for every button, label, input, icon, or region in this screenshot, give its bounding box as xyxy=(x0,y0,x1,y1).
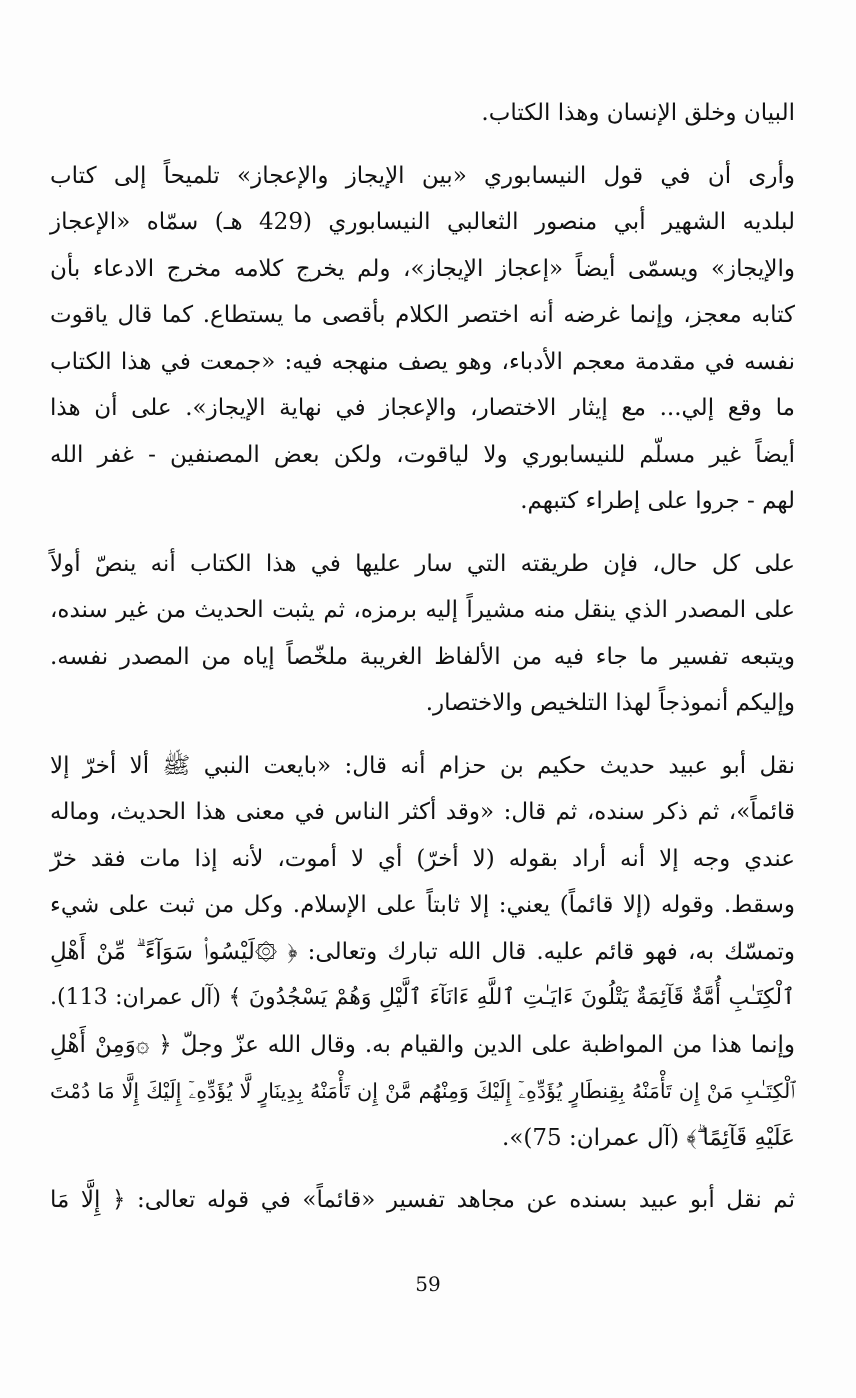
quran-verse-line: ٱلْكِتَـٰبِ مَنْ إِن تَأْمَنْهُ بِقِنطَارٍ يُؤَدِّهِۦٓ إِلَيْكَ وَمِنْهُم مَّنْ إِن تَأْمَنْهُ بِدِينَارٍ لَّا يُؤَدِّهِۦٓ إِلَيْكَ إِلَّا مَا دُمْتَ xyxy=(50,1079,795,1103)
text-line: على المصدر الذي ينقل منه مشيراً إليه برمزه، ثم يثبت الحديث من غير سنده، xyxy=(50,597,795,623)
quran-verse-line: ٱلْكِتَـٰبِ أُمَّةٌ قَآئِمَةٌ يَتْلُونَ ءَايَـٰتِ ٱللَّهِ ءَانَآءَ ٱلَّيْلِ وَهُمْ يَسْجُدُونَ ﴾ (آل عمران: 113). xyxy=(50,985,795,1010)
text-line: ويتبعه تفسير ما جاء فيه من الألفاظ الغريبة ملخّصاً إياه من المصدر نفسه. xyxy=(50,643,795,670)
quran-verse-line: وتمسّك به، فهو قائم عليه. قال الله تبارك وتعالى: ﴿ ۞لَيْسُوا۟ سَوَآءً ۗ مِّنْ أَهْلِ xyxy=(50,938,795,965)
text-line: ثم نقل أبو عبيد بسنده عن مجاهد تفسير «قائماً» في قوله تعالى: ﴿ إِلَّا مَا xyxy=(50,1187,795,1213)
paragraph-2 xyxy=(50,153,795,525)
text-line: قائماً»، ثم ذكر سنده، ثم قال: «وقد أكثر الناس في معنى هذا الحديث، وماله xyxy=(50,799,795,825)
paragraph-5 xyxy=(50,1177,795,1224)
paragraph-4 xyxy=(50,743,795,1162)
text-line: لهم - جروا على إطراء كتبهم. xyxy=(520,488,795,514)
text-line: كتابه معجز، وإنما غرضه أنه اختصر الكلام بأقصى ما يستطاع. كما قال ياقوت xyxy=(50,302,795,328)
text-line: عندي وجه إلا أنه أراد بقوله (لا أخرّ) أي لا أموت، لأنه إذا مات فقد خرّ xyxy=(50,845,795,872)
quran-verse-line: عَلَيْهِ قَآئِمًا ۗ﴾ (آل عمران: 75)». xyxy=(502,1124,795,1151)
text-line: على كل حال، فإن طريقته التي سار عليها في هذا الكتاب أنه ينصّ أولاً xyxy=(50,550,795,577)
text-line: لبلديه الشهير أبي منصور الثعالبي النيسابوري (429 هـ) سمّاه «الإعجاز xyxy=(50,209,795,235)
quran-verse-line: وإنما هذا من المواظبة على الدين والقيام به. وقال الله عزّ وجلّ ﴿ ۞وَمِنْ أَهْلِ xyxy=(50,1031,795,1058)
text-line: أيضاً غير مسلّم للنيسابوري ولا لياقوت، ولكن بعض المصنفين - غفر الله xyxy=(50,441,795,468)
text-line: نفسه في مقدمة معجم الأدباء، وهو يصف منهجه فيه: «جمعت في هذا الكتاب xyxy=(50,348,795,375)
page-number: 59 xyxy=(415,1272,441,1296)
text-line: ما وقع إلي... مع إيثار الاختصار، والإعجاز في نهاية الإيجاز». على أن هذا xyxy=(50,395,795,421)
text-line: وإليكم أنموذجاً لهذا التلخيص والاختصار. xyxy=(425,690,795,716)
text-line: وأرى أن في قول النيسابوري «بين الإيجاز والإعجاز» تلميحاً إلى كتاب xyxy=(50,162,795,189)
text-line: نقل أبو عبيد حديث حكيم بن حزام أنه قال: «بايعت النبي ﷺ ألا أخرّ إلا xyxy=(50,752,795,779)
text-line: والإيجاز» ويسمّى أيضاً «إعجاز الإيجاز»، ولم يخرج كلامه مخرج الادعاء بأن xyxy=(50,255,795,282)
text-line: وسقط. وقوله (إلا قائماً) يعني: إلا ثابتاً على الإسلام. وكل من ثبت على شيء xyxy=(50,892,795,918)
body-text xyxy=(50,90,795,1224)
text-line: البيان وخلق الإنسان وهذا الكتاب. xyxy=(481,100,795,126)
paragraph-1 xyxy=(50,90,795,137)
paragraph-3 xyxy=(50,541,795,727)
